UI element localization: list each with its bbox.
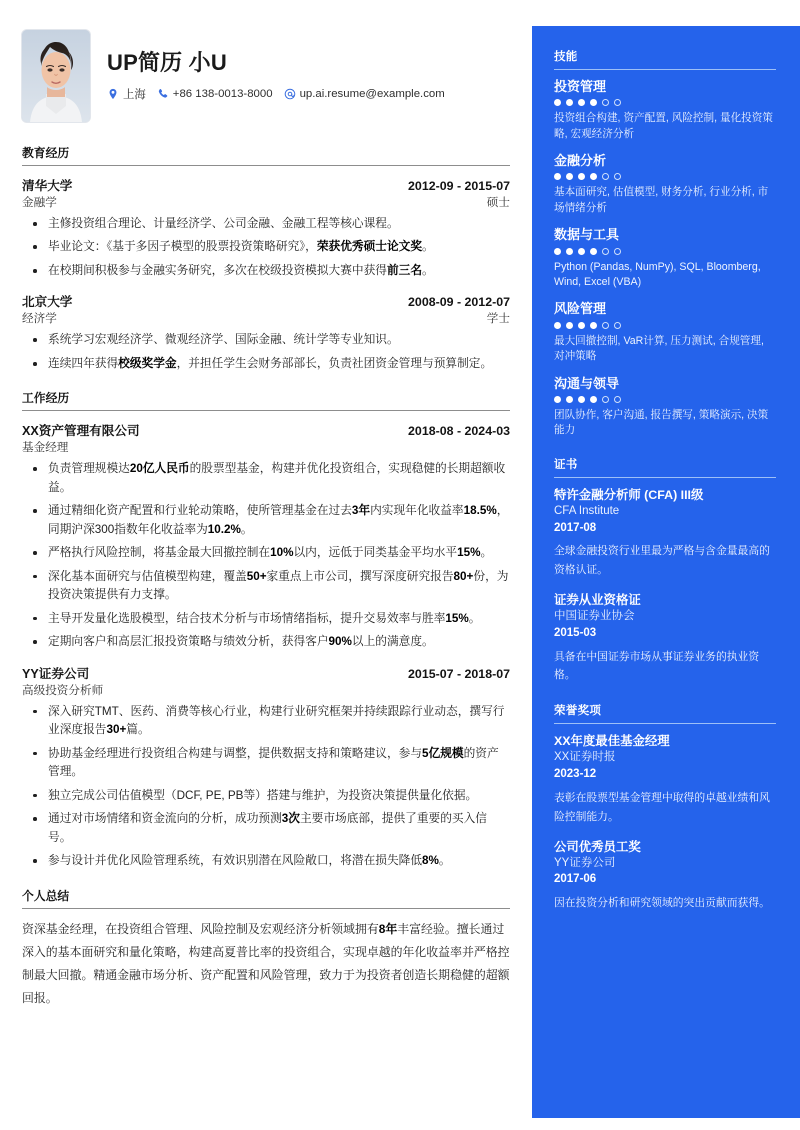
work-entry [22, 663, 510, 871]
skill-description: 团队协作, 客户沟通, 报告撰写, 策略演示, 决策能力 [554, 408, 769, 437]
skill-item [554, 301, 776, 364]
work-entry [22, 420, 510, 651]
avatar [22, 30, 90, 122]
certificate-title: 特许金融分析师 (CFA) III级 [554, 487, 704, 502]
skill-dot [566, 173, 573, 180]
skills-list [554, 79, 776, 439]
skill-dot [566, 396, 573, 403]
work-list [22, 420, 510, 870]
skill-name: 沟通与领导 [554, 375, 620, 391]
list-item: 主修投资组合理论、计量经济学、公司金融、金融工程等核心课程。 [22, 215, 510, 233]
skill-dot [590, 173, 597, 180]
entry-header-row [22, 663, 510, 682]
profile-header [22, 30, 510, 122]
list-item: 严格执行风险控制，将基金最大回撤控制在10%以内，远低于同类基金平均水平15%。 [22, 544, 510, 562]
work-date: 2018-08 - 2024-03 [408, 424, 510, 439]
entry-sub-row [22, 310, 510, 326]
list-item: 深化基本面研究与估值模型构建，覆盖50+家重点上市公司，撰写深度研究报告80+份，为投资决策提供有力支撑。 [22, 568, 510, 605]
skill-description: 最大回撤控制, VaR计算, 压力测试, 合规管理, 对冲策略 [554, 334, 764, 363]
skill-dot [614, 396, 621, 403]
list-item: 主导开发量化选股模型，结合技术分析与市场情绪指标，提升交易效率与胜率15%。 [22, 610, 510, 628]
list-item: 独立完成公司估值模型（DCF, PE, PB等）搭建与维护，为投资决策提供量化依据。 [22, 787, 510, 805]
contact-email [284, 88, 445, 100]
work-bullets [22, 460, 510, 651]
skill-description: 基本面研究, 估值模型, 财务分析, 行业分析, 市场情绪分析 [554, 186, 769, 214]
award-entry [554, 839, 776, 913]
skill-dot [614, 248, 621, 255]
skill-dot [554, 322, 561, 329]
skill-dot [590, 322, 597, 329]
list-item: 通过精细化资产配置和行业轮动策略，使所管理基金在过去3年内实现年化收益率18.5%，同期沪深300指数年化收益率为10.2%。 [22, 502, 510, 539]
list-item: 协助基金经理进行投资组合构建与调整，提供数据支持和策略建议，参与5亿规模的资产管理。 [22, 745, 510, 782]
award-org: YY证券公司 [554, 856, 616, 869]
contact-list [107, 86, 510, 102]
skill-dot [590, 99, 597, 106]
skill-dot [578, 173, 585, 180]
skill-dot [566, 99, 573, 106]
major: 经济学 [22, 312, 57, 326]
sidebar-section-certs [554, 456, 776, 686]
certificate-date: 2017-08 [554, 521, 597, 534]
company-name: YY证券公司 [22, 666, 90, 681]
contact-location-text: 上海 [123, 89, 146, 101]
skill-dot [554, 173, 561, 180]
sidebar [532, 26, 800, 1118]
list-item: 负责管理规模达20亿人民币的股票型基金，构建并优化投资组合，实现稳健的长期超额收益。 [22, 460, 510, 497]
skill-dot [602, 248, 609, 255]
award-date: 2017-06 [554, 873, 597, 886]
major: 金融学 [22, 196, 57, 209]
skill-dot [590, 248, 597, 255]
certificate-org: 中国证券业协会 [554, 610, 635, 623]
skill-dot [554, 396, 561, 403]
award-entry [554, 733, 776, 826]
contact-location [107, 86, 146, 102]
skill-dot [614, 99, 621, 106]
summary-text: 资深基金经理，在投资组合管理、风险控制及宏观经济分析领域拥有8年丰富经验。擅长通过深入的基本面研究和量化策略，构建高夏普比率的投资组合，实现卓越的年化收益率并严格控制最大回撤。精通金融市场分析、资产配置和风险管理，致力于为投资者创造长期稳健的超额回报。 [22, 921, 510, 1006]
skill-dot [578, 322, 585, 329]
skill-dot [554, 99, 561, 106]
skill-dot [602, 396, 609, 403]
skill-item [554, 79, 776, 142]
education-bullets [22, 331, 510, 373]
skill-dot [602, 322, 609, 329]
skill-dot [566, 248, 573, 255]
entry-header-row [22, 175, 510, 194]
skill-dot [554, 248, 561, 255]
award-description: 因在投资分析和研究领域的突出贡献而获得。 [554, 897, 770, 909]
contact-phone [157, 88, 273, 100]
school-name: 北京大学 [22, 295, 73, 310]
skill-item [554, 227, 776, 290]
education-date: 2012-09 - 2015-07 [408, 179, 510, 193]
work-date: 2015-07 - 2018-07 [408, 666, 510, 681]
job-title: 基金经理 [22, 441, 69, 455]
sidebar-title-awards: 荣誉奖项 [554, 702, 776, 724]
skill-rating [554, 322, 776, 329]
skill-rating [554, 99, 776, 106]
education-date: 2008-09 - 2012-07 [408, 295, 510, 310]
skill-name: 金融分析 [554, 153, 607, 169]
work-bullets [22, 703, 510, 871]
certificate-description: 具备在中国证券市场从事证券业务的执业资格。 [554, 650, 760, 682]
list-item: 在校期间积极参与金融实务研究，多次在校级投资模拟大赛中获得前三名。 [22, 262, 510, 280]
skill-dot [614, 173, 621, 180]
location-pin-icon [107, 88, 119, 100]
list-item: 系统学习宏观经济学、微观经济学、国际金融、统计学等专业知识。 [22, 331, 510, 349]
certificate-entry [554, 592, 776, 685]
degree: 硕士 [486, 196, 510, 209]
school-name: 清华大学 [22, 179, 73, 193]
sidebar-section-awards [554, 702, 776, 913]
skill-dot [578, 396, 585, 403]
skill-item [554, 153, 776, 216]
skill-name: 投资管理 [554, 79, 607, 94]
certificate-org: CFA Institute [554, 504, 620, 517]
degree: 学士 [486, 312, 510, 326]
skill-name: 数据与工具 [554, 227, 620, 243]
education-list [22, 175, 510, 373]
list-item: 通过对市场情绪和资金流向的分析，成功预测3次主要市场底部，提供了重要的买入信号。 [22, 810, 510, 847]
skill-dot [578, 248, 585, 255]
phone-icon [157, 88, 169, 100]
page-title: UP简历 小U [107, 50, 227, 75]
skill-dot [614, 322, 621, 329]
skill-rating [554, 248, 776, 255]
award-description: 表彰在股票型基金管理中取得的卓越业绩和风险控制能力。 [554, 791, 770, 823]
contact-email-text: up.ai.resume@example.com [299, 88, 445, 100]
award-date: 2023-12 [554, 768, 597, 781]
list-item: 定期向客户和高层汇报投资策略与绩效分析，获得客户90%以上的满意度。 [22, 633, 510, 651]
skill-dot [602, 99, 609, 106]
skill-item [554, 376, 776, 439]
award-title: 公司优秀员工奖 [554, 839, 641, 854]
company-name: XX资产管理有限公司 [22, 424, 140, 439]
contact-phone-text: +86 138-0013-8000 [172, 88, 273, 100]
skill-description: 投资组合构建, 资产配置, 风险控制, 量化投资策略, 宏观经济分析 [554, 112, 773, 140]
award-org: XX证券时报 [554, 751, 616, 764]
list-item: 深入研究TMT、医药、消费等核心行业，构建行业研究框架并持续跟踪行业动态，撰写行业深度报告30+篇。 [22, 703, 510, 740]
section-title-education: 教育经历 [22, 144, 510, 166]
entry-header-row [22, 420, 510, 439]
entry-header-row [22, 291, 510, 310]
award-title: XX年度最佳基金经理 [554, 734, 670, 749]
sidebar-title-skills: 技能 [554, 48, 776, 70]
list-item: 参与设计并优化风险管理系统，有效识别潜在风险敞口，将潜在损失降低8%。 [22, 852, 510, 870]
skill-name: 风险管理 [554, 301, 607, 317]
section-title-summary: 个人总结 [22, 887, 510, 909]
skill-dot [590, 396, 597, 403]
at-email-icon [284, 88, 296, 100]
education-entry [22, 175, 510, 280]
skill-rating [554, 396, 776, 403]
skill-rating [554, 173, 776, 180]
sidebar-title-certs: 证书 [554, 456, 776, 478]
education-bullets [22, 215, 510, 280]
certs-list [554, 487, 776, 686]
education-entry [22, 291, 510, 373]
list-item: 连续四年获得校级奖学金，并担任学生会财务部部长，负责社团资金管理与预算制定。 [22, 355, 510, 373]
job-title: 高级投资分析师 [22, 683, 104, 697]
entry-sub-row [22, 194, 510, 210]
awards-list [554, 733, 776, 913]
certificate-date: 2015-03 [554, 626, 597, 639]
section-title-work: 工作经历 [22, 389, 510, 411]
skill-description: Python (Pandas, NumPy), SQL, Bloomberg, Wind, Excel (VBA) [554, 260, 761, 289]
skill-dot [566, 322, 573, 329]
list-item: 毕业论文：《基于多因子模型的股票投资策略研究》，荣获优秀硕士论文奖。 [22, 238, 510, 256]
certificate-description: 全球金融投资行业里最为严格与含金量最高的资格认证。 [554, 545, 770, 577]
skill-dot [602, 173, 609, 180]
sidebar-section-skills [554, 48, 776, 439]
certificate-entry [554, 487, 776, 580]
certificate-title: 证券从业资格证 [554, 593, 641, 608]
skill-dot [578, 99, 585, 106]
